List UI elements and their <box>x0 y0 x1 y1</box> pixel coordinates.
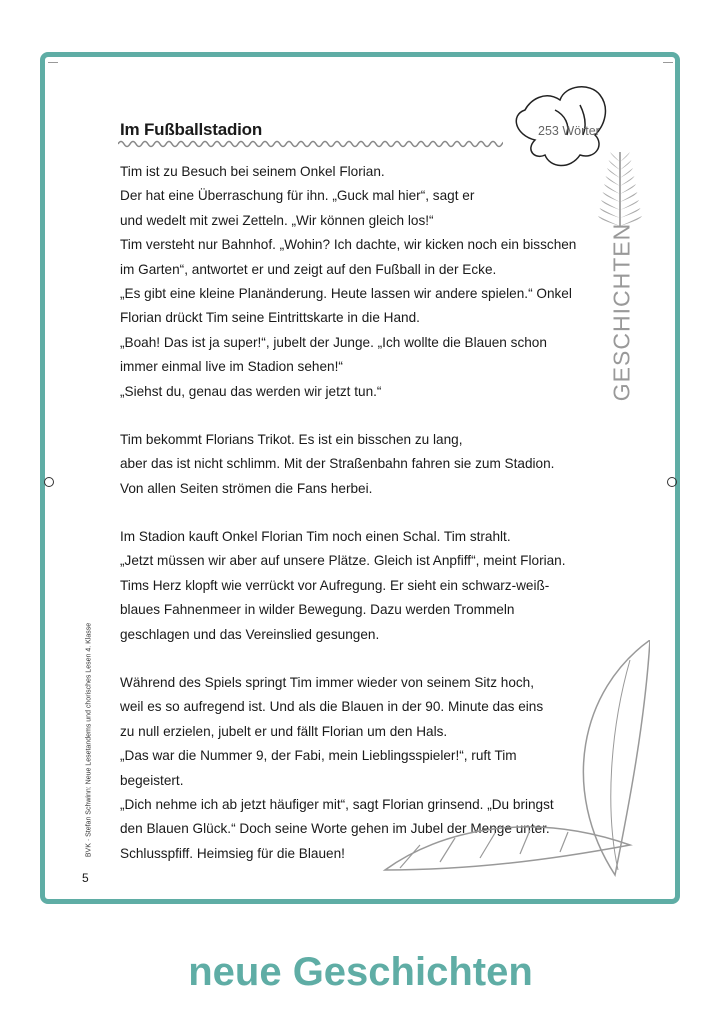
word-count: 253 Wörter <box>538 124 600 138</box>
paragraph <box>120 525 610 647</box>
text-line: zu null erzielen, jubelt er und fällt Florian um den Hals. <box>120 723 448 739</box>
text-line: geschlagen und das Vereinslied gesungen. <box>120 626 380 642</box>
text-line: Im Stadion kauft Onkel Florian Tim noch einen Schal. Tim strahlt. <box>120 529 511 545</box>
text-line: Tim versteht nur Bahnhof. „Wohin? Ich dachte, wir kicken noch ein bisschen <box>120 237 577 253</box>
wavy-underline <box>118 139 503 149</box>
crop-mark <box>663 62 673 63</box>
text-line: immer einmal live im Stadion sehen!“ <box>120 359 343 375</box>
text-line: und wedelt mit zwei Zetteln. „Wir können gleich los!“ <box>120 212 434 228</box>
category-label: GESCHICHTEN <box>608 222 635 402</box>
palm-leaves-illustration <box>380 640 650 880</box>
text-line: Von allen Seiten strömen die Fans herbei. <box>120 480 373 496</box>
paragraph <box>120 160 610 404</box>
text-line: „Dich nehme ich ab jetzt häufiger mit“, sagt Florian grinsend. „Du bringst <box>120 796 554 812</box>
text-line: „Boah! Das ist ja super!“, jubelt der Junge. „Ich wollte die Blauen schon <box>120 334 547 350</box>
crop-mark <box>48 62 58 63</box>
text-line: „Siehst du, genau das werden wir jetzt tun.“ <box>120 383 382 399</box>
text-line: Tim ist zu Besuch bei seinem Onkel Florian. <box>120 164 385 179</box>
footer-title: neue Geschichten <box>188 950 533 994</box>
text-line: weil es so aufregend ist. Und als die Blauen in der 90. Minute das eins <box>120 699 544 715</box>
credit-line: BVK · Stefan Schwinn: Neue Lesetandems und chorisches Lesen 4. Klasse <box>85 622 93 858</box>
page-number: 5 <box>82 871 89 885</box>
text-line: „Es gibt eine kleine Planänderung. Heute lassen wir andere spielen.“ Onkel <box>120 285 572 301</box>
text-line: im Garten“, antwortet er und zeigt auf den Fußball in der Ecke. <box>120 261 497 277</box>
text-line: begeistert. <box>120 772 184 788</box>
text-line: den Blauen Glück.“ Doch seine Worte gehen im Jubel der Menge unter. <box>120 821 550 837</box>
text-line: blaues Fahnenmeer in wilder Bewegung. Dazu werden Trommeln <box>120 602 515 618</box>
paragraph <box>120 428 610 501</box>
text-line: „Das war die Nummer 9, der Fabi, mein Lieblingsspieler!“, ruft Tim <box>120 748 517 764</box>
text-line: Florian drückt Tim seine Eintrittskarte in die Hand. <box>120 310 420 326</box>
text-line: Während des Spiels springt Tim immer wieder von seinem Sitz hoch, <box>120 675 535 691</box>
registration-mark <box>667 477 677 487</box>
story-title: Im Fußballstadion <box>120 120 263 139</box>
text-line: aber das ist nicht schlimm. Mit der Straßenbahn fahren sie zum Stadion. <box>120 456 555 472</box>
text-line: Schlusspfiff. Heimsieg für die Blauen! <box>120 845 345 861</box>
text-line: Tim bekommt Florians Trikot. Es ist ein bisschen zu lang, <box>120 431 463 447</box>
text-line: Tims Herz klopft wie verrückt vor Aufregung. Er sieht ein schwarz-weiß- <box>120 577 550 593</box>
text-line: „Jetzt müssen wir aber auf unsere Plätze. Gleich ist Anpfiff“, meint Florian. <box>120 553 566 569</box>
registration-mark <box>44 477 54 487</box>
text-line: Der hat eine Überraschung für ihn. „Guck mal hier“, sagt er <box>120 188 475 204</box>
